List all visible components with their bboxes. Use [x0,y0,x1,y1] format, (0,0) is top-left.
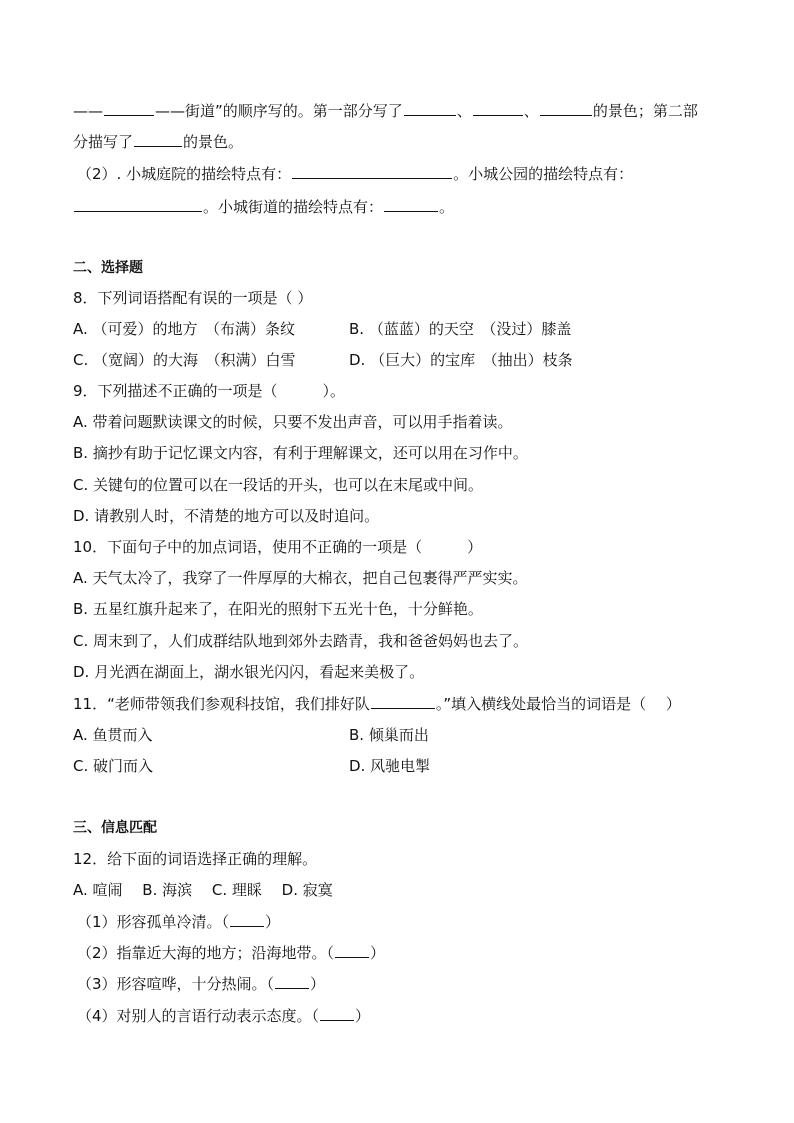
option-c[interactable]: C. （宽阔）的大海 （积满）白雪 [73,351,296,369]
question-10-option-b[interactable]: B. 五星红旗升起来了，在阳光的照射下五光十色，十分鲜艳。 [73,600,483,618]
item-text: ） [265,913,281,931]
option-a[interactable]: A. 鱼贯而入 [73,726,153,744]
question-12-item-2 [77,942,385,963]
question-11-stem [73,693,681,714]
question-11-row-2 [73,756,430,776]
intro-line-3 [77,163,633,184]
answer-blank[interactable] [104,100,154,116]
section-heading-matching: 三、信息匹配 [73,820,157,836]
item-text: ） [355,1007,371,1025]
intro-line-2 [73,131,243,152]
question-10-stem: 10．下面句子中的加点词语，使用不正确的一项是（ ） [73,538,483,556]
question-12-options: A. 喧闹 B. 海滨 C. 理睬 D. 寂寞 [73,881,333,899]
intro-text: 。 [439,198,455,216]
section-heading-choice: 二、选择题 [73,260,143,276]
question-10-option-c[interactable]: C. 周末到了，人们成群结队地到郊外去踏青，我和爸爸妈妈也去了。 [73,632,529,650]
question-text: 11．“老师带领我们参观科技馆，我们排好队 [73,695,370,713]
option-d[interactable]: D. 风驰电掣 [349,757,431,775]
question-9-stem: 9．下列描述不正确的一项是（ ）。 [73,382,346,400]
question-10-option-a[interactable]: A. 天气太冷了，我穿了一件厚厚的大棉衣，把自己包裹得严严实实。 [73,569,528,587]
question-9-option-a[interactable]: A. 带着问题默读课文的时候，只要不发出声音，可以用手指着读。 [73,413,513,431]
answer-blank[interactable] [473,100,523,116]
question-12-stem: 12．给下面的词语选择正确的理解。 [73,850,318,868]
answer-blank[interactable] [320,1005,354,1021]
item-text: （1）形容孤单冷清。（ [77,913,230,931]
question-9-option-d[interactable]: D. 请教别人时，不清楚的地方可以及时追问。 [73,507,380,525]
option-c[interactable]: C. 破门而入 [73,757,154,775]
intro-line-4 [73,196,454,217]
option-a[interactable]: A. （可爱）的地方 （布满）条纹 [73,320,296,338]
answer-blank[interactable] [74,196,202,212]
answer-blank[interactable] [292,163,452,179]
intro-text: 。小城公园的描绘特点有： [453,165,634,183]
separator-text: 、 [523,102,539,120]
answer-blank[interactable] [384,196,438,212]
question-11-row-1 [73,725,429,745]
question-8-row-1 [73,319,571,339]
item-text: （4）对别人的言语行动表示态度。（ [77,1007,320,1025]
intro-text: 分描写了 [73,133,134,151]
answer-blank[interactable] [275,973,309,989]
question-9-option-c[interactable]: C. 关键句的位置可以在一段话的开头，也可以在末尾或中间。 [73,476,484,494]
item-text: ） [310,975,326,993]
question-12-item-4 [77,1005,370,1026]
question-12-item-3 [77,973,325,994]
intro-text: （2）. 小城庭院的描绘特点有： [77,165,292,183]
item-text: ） [370,944,386,962]
intro-text: ——街道”的顺序写的。第一部分写了 [155,102,403,120]
question-8-row-2 [73,350,573,370]
intro-text: 的景色。 [183,133,244,151]
question-text: 。”填入横线处最恰当的词语是（ ） [435,695,681,713]
answer-blank[interactable] [230,911,264,927]
intro-line-1 [73,100,698,121]
answer-blank[interactable] [335,942,369,958]
answer-blank[interactable] [540,100,592,116]
dash-text: —— [73,102,103,120]
answer-blank[interactable] [404,100,456,116]
question-12-item-1 [77,911,280,932]
separator-text: 、 [456,102,472,120]
answer-blank[interactable] [134,131,182,147]
question-10-option-d[interactable]: D. 月光洒在湖面上，湖水银光闪闪，看起来美极了。 [73,663,425,681]
option-d[interactable]: D. （巨大）的宝库 （抽出）枝条 [349,351,573,369]
question-8-stem: 8．下列词语搭配有误的一项是（ ） [73,289,313,307]
item-text: （2）指靠近大海的地方；沿海地带。（ [77,944,335,962]
intro-text: 。小城街道的描绘特点有： [203,198,384,216]
question-9-option-b[interactable]: B. 摘抄有助于记忆课文内容，有利于理解课文，还可以用在习作中。 [73,444,528,462]
answer-blank[interactable] [371,693,435,709]
option-b[interactable]: B. 倾巢而出 [349,726,429,744]
option-b[interactable]: B. （蓝蓝）的天空 （没过）膝盖 [349,320,572,338]
item-text: （3）形容喧哗，十分热闹。（ [77,975,275,993]
intro-text: 的景色；第二部 [592,102,698,120]
